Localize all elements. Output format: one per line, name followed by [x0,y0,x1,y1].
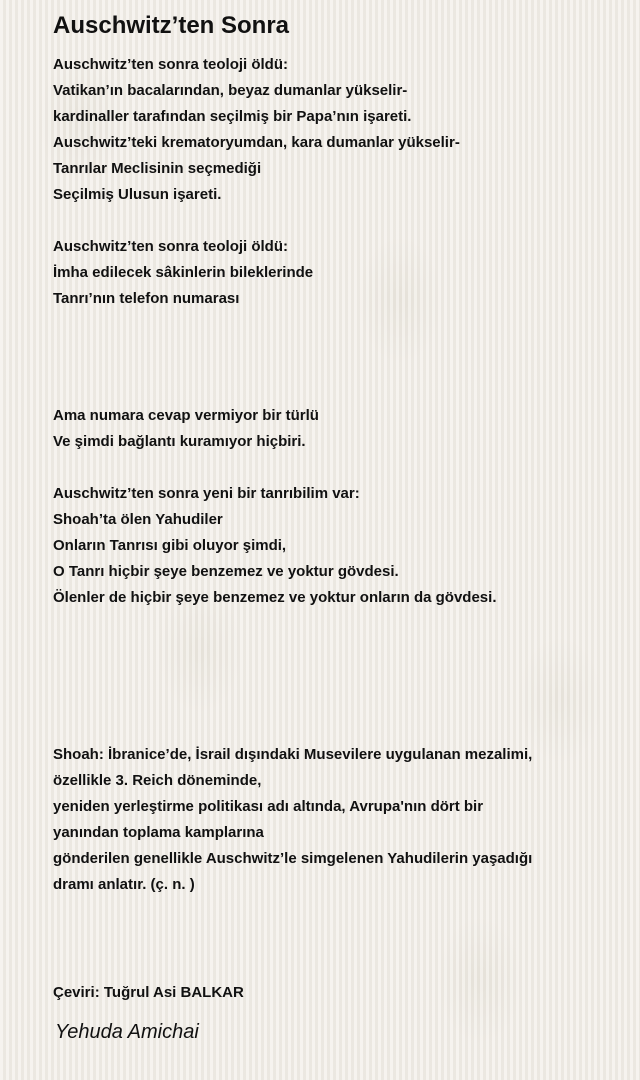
poem-line: Ama numara cevap vermiyor bir türlü [53,407,319,424]
note-line: gönderilen genellikle Auschwitz’le simgelenen Yahudilerin yaşadığı [53,850,533,867]
poem-line: Auschwitz’ten sonra teoloji öldü: [53,238,289,255]
stanza-4 [53,481,613,611]
poem-line: Seçilmiş Ulusun işareti. [53,186,222,203]
stanza-3 [53,403,613,455]
stanza-gap [53,455,613,481]
stanza-1 [53,52,613,208]
poem-line: Ölenler de hiçbir şeye benzemez ve yoktur onların da gövdesi. [53,589,497,606]
translator-note [53,742,613,898]
poem-line: Auschwitz’ten sonra teoloji öldü: [53,56,289,73]
note-line: Shoah: İbranice’de, İsrail dışındaki Musevilere uygulanan mezalimi, [53,746,533,763]
poem-line: İmha edilecek sâkinlerin bileklerinde [53,264,314,281]
poem-line: Tanrı’nın telefon numarası [53,290,240,307]
translator-credit: Çeviri: Tuğrul Asi BALKAR [53,984,244,1001]
poem-body [53,52,613,898]
poem-line: Auschwitz’teki krematoryumdan, kara dumanlar yükselir- [53,134,460,151]
poem-line: Onların Tanrısı gibi oluyor şimdi, [53,537,287,554]
poem-line: O Tanrı hiçbir şeye benzemez ve yoktur gövdesi. [53,563,399,580]
note-line: yeniden yerleştirme politikası adı altında, Avrupa'nın dört bir [53,798,484,815]
stanza-gap [53,611,613,742]
poem-line: Vatikan’ın bacalarından, beyaz dumanlar yükselir- [53,82,408,99]
poem-title: Auschwitz’ten Sonra [53,12,290,39]
poem-line: Shoah’ta ölen Yahudiler [53,511,223,528]
stanza-gap [53,208,613,234]
note-line: dramı anlatır. (ç. n. ) [53,876,195,893]
poem-line: Ve şimdi bağlantı kuramıyor hiçbiri. [53,433,306,450]
stanza-gap [53,312,613,403]
poem-line: kardinaller tarafından seçilmiş bir Papa’nın işareti. [53,108,412,125]
stanza-2 [53,234,613,312]
poem-line: Auschwitz’ten sonra yeni bir tanrıbilim var: [53,485,360,502]
poem-line: Tanrılar Meclisinin seçmediği [53,160,262,177]
author-name: Yehuda Amichai [55,1021,199,1043]
note-line: yanından toplama kamplarına [53,824,264,841]
note-line: özellikle 3. Reich döneminde, [53,772,262,789]
